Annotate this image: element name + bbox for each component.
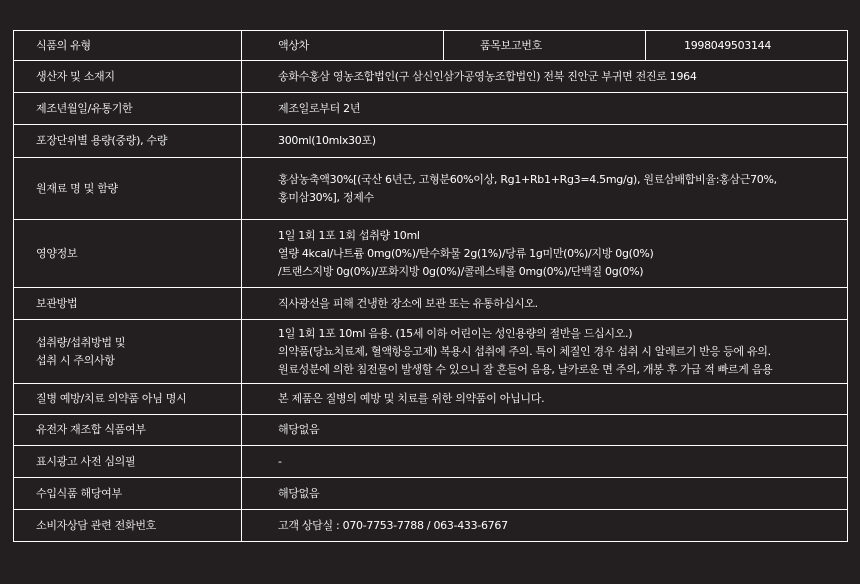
row-value: 송화수홍삼 영농조합법인(구 삼신인삼가공영농조합법인) 전북 진안군 부귀면 전진로 1964 [242, 61, 848, 93]
row-label: 소비자상담 관련 전화번호 [14, 510, 242, 542]
row-value: 300ml(10mlx30포) [242, 125, 848, 158]
table-row [14, 415, 848, 446]
table-row [14, 158, 848, 220]
row-value: 1일 1회 1포 10ml 음용. (15세 이하 어린이는 성인용량의 절반을 드십시오.) 의약품(당뇨치료제, 혈액항응고제) 복용시 섭취에 주의. 특이 체질인 경우 섭취 시 알레르기 반응 등에 유의. 원료성분에 의한 침전물이 발생할 수 있으니 잘 흔들어 음용, 날카로운 면 주의, 개봉 후 가급 적 빠르게 음용 [242, 320, 848, 384]
row-label: 포장단위별 용량(중량), 수량 [14, 125, 242, 158]
table-row [14, 478, 848, 510]
row-label: 표시광고 사전 심의필 [14, 446, 242, 478]
table-row [14, 446, 848, 478]
row-label: 영양정보 [14, 220, 242, 288]
row-label: 수입식품 해당여부 [14, 478, 242, 510]
row-label: 원재료 명 및 함량 [14, 158, 242, 220]
row-label: 제조년월일/유통기한 [14, 93, 242, 125]
row-value: 홍삼농축액30%[(국산 6년근, 고형분60%이상, Rg1+Rb1+Rg3=4.5mg/g), 원료삼배합비율:홍삼근70%, 홍미삼30%], 정제수 [242, 158, 848, 220]
row-value: 해당없음 [242, 478, 848, 510]
row-value: 액상차 [242, 31, 444, 61]
table-row [14, 93, 848, 125]
row-label: 품목보고번호 [444, 31, 646, 61]
product-info-table [13, 30, 848, 542]
table-row [14, 320, 848, 384]
row-value: 1일 1회 1포 1회 섭취량 10ml 열량 4kcal/나트륨 0mg(0%)/탄수화물 2g(1%)/당류 1g미만(0%)/지방 0g(0%) /트랜스지방 0g(0%)/포화지방 0g(0%)/콜레스테롤 0mg(0%)/단백질 0g(0%) [242, 220, 848, 288]
row-label: 유전자 재조합 식품여부 [14, 415, 242, 446]
row-label: 생산자 및 소재지 [14, 61, 242, 93]
row-value: 제조일로부터 2년 [242, 93, 848, 125]
table-row [14, 288, 848, 320]
table-row [14, 220, 848, 288]
table-row [14, 384, 848, 415]
row-value: 본 제품은 질병의 예방 및 치료를 위한 의약품이 아닙니다. [242, 384, 848, 415]
row-label: 보관방법 [14, 288, 242, 320]
row-value: 직사광선을 피해 건냉한 장소에 보관 또는 유통하십시오. [242, 288, 848, 320]
row-value: - [242, 446, 848, 478]
row-label: 섭취량/섭취방법 및 섭취 시 주의사항 [14, 320, 242, 384]
table-row [14, 61, 848, 93]
row-value: 1998049503144 [646, 31, 848, 61]
table-row [14, 31, 848, 61]
table-row [14, 510, 848, 542]
row-label: 식품의 유형 [14, 31, 242, 61]
row-label: 질병 예방/치료 의약품 아님 명시 [14, 384, 242, 415]
row-value: 고객 상담실 : 070-7753-7788 / 063-433-6767 [242, 510, 848, 542]
row-value: 해당없음 [242, 415, 848, 446]
table-row [14, 125, 848, 158]
